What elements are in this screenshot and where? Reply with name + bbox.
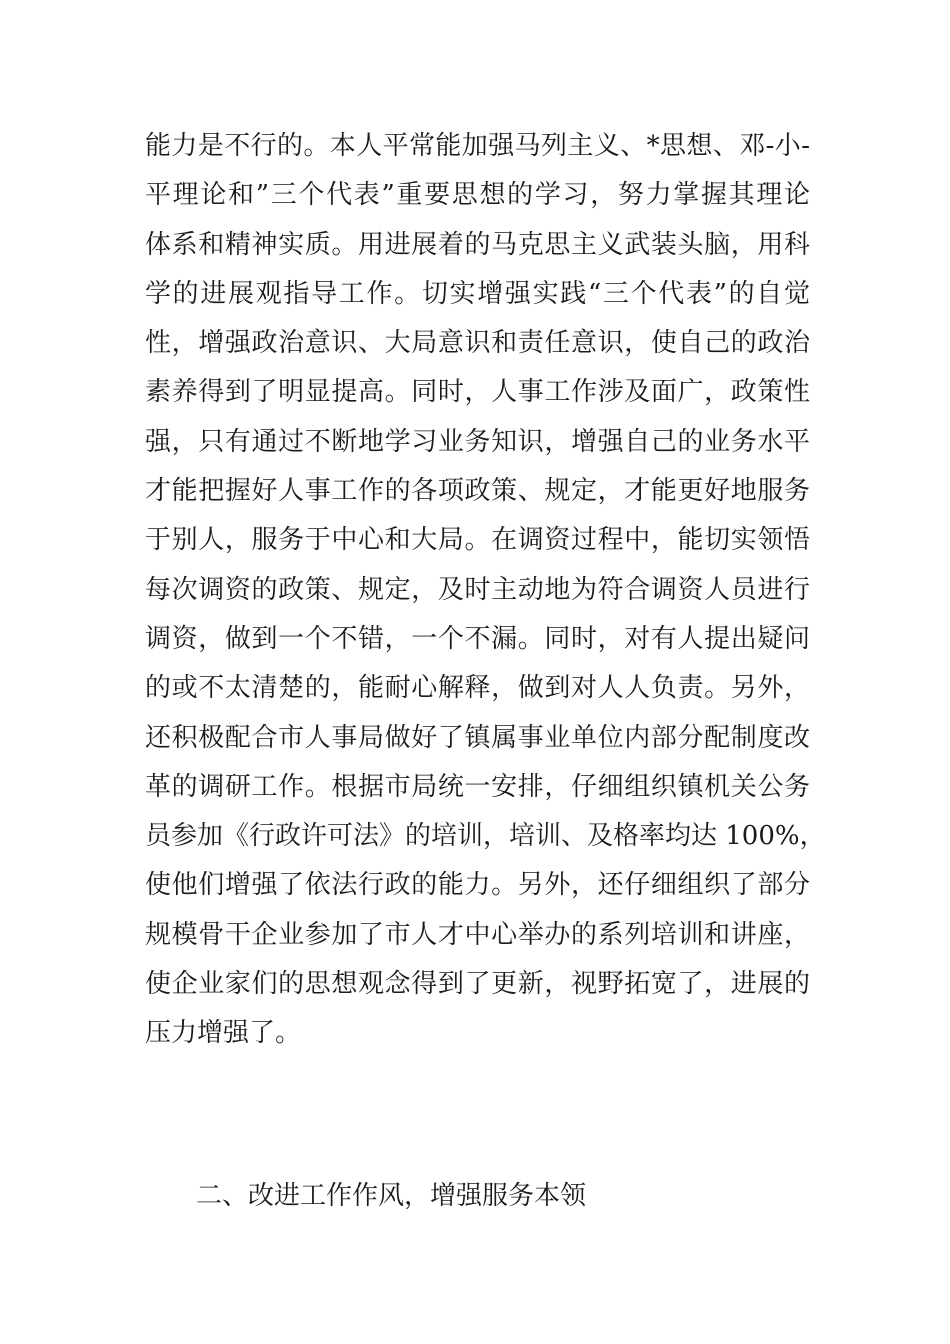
- paragraph-line: 调资，做到一个不错，一个不漏。同时，对有人提出疑问: [145, 623, 810, 654]
- paragraph-line: 才能把握好人事工作的各项政策、规定，才能更好地服务: [145, 476, 810, 507]
- paragraph-line: 员参加《行政许可法》的培训，培训、及格率均达 100%，: [145, 821, 826, 852]
- paragraph-line: 压力增强了。: [145, 1018, 302, 1049]
- paragraph-line: 规模骨干企业参加了市人才中心举办的系列培训和讲座，: [145, 919, 810, 950]
- paragraph-line: 使他们增强了依法行政的能力。另外，还仔细组织了部分: [145, 870, 810, 901]
- paragraph-line: 每次调资的政策、规定，及时主动地为符合调资人员进行: [145, 574, 810, 605]
- section-heading: 二、改进工作作风，增强服务本领: [196, 1181, 587, 1211]
- paragraph-line: 的或不太清楚的，能耐心解释，做到对人人负责。另外，: [145, 673, 810, 704]
- paragraph-line: 性，增强政治意识、大局意识和责任意识，使自己的政治: [145, 328, 810, 359]
- paragraph-line: 革的调研工作。根据市局统一安排，仔细组织镇机关公务: [145, 771, 810, 802]
- paragraph-line: 平理论和”三个代表”重要思想的学习，努力掌握其理论: [145, 180, 810, 211]
- paragraph-line: 能力是不行的。本人平常能加强马列主义、*思想、邓-小-: [145, 131, 810, 161]
- paragraph-line: 强，只有通过不断地学习业务知识，增强自己的业务水平: [145, 426, 810, 457]
- body-paragraph: [145, 122, 826, 1059]
- paragraph-line: 还积极配合市人事局做好了镇属事业单位内部分配制度改: [145, 722, 810, 753]
- paragraph-line: 素养得到了明显提高。同时，人事工作涉及面广，政策性: [145, 377, 810, 408]
- paragraph-line: 使企业家们的思想观念得到了更新，视野拓宽了，进展的: [145, 969, 810, 1000]
- paragraph-line: 体系和精神实质。用进展着的马克思主义武装头脑，用科: [145, 229, 810, 260]
- paragraph-line: 于别人，服务于中心和大局。在调资过程中，能切实领悟: [145, 525, 810, 556]
- paragraph-line: 学的进展观指导工作。切实增强实践“三个代表”的自觉: [145, 278, 810, 309]
